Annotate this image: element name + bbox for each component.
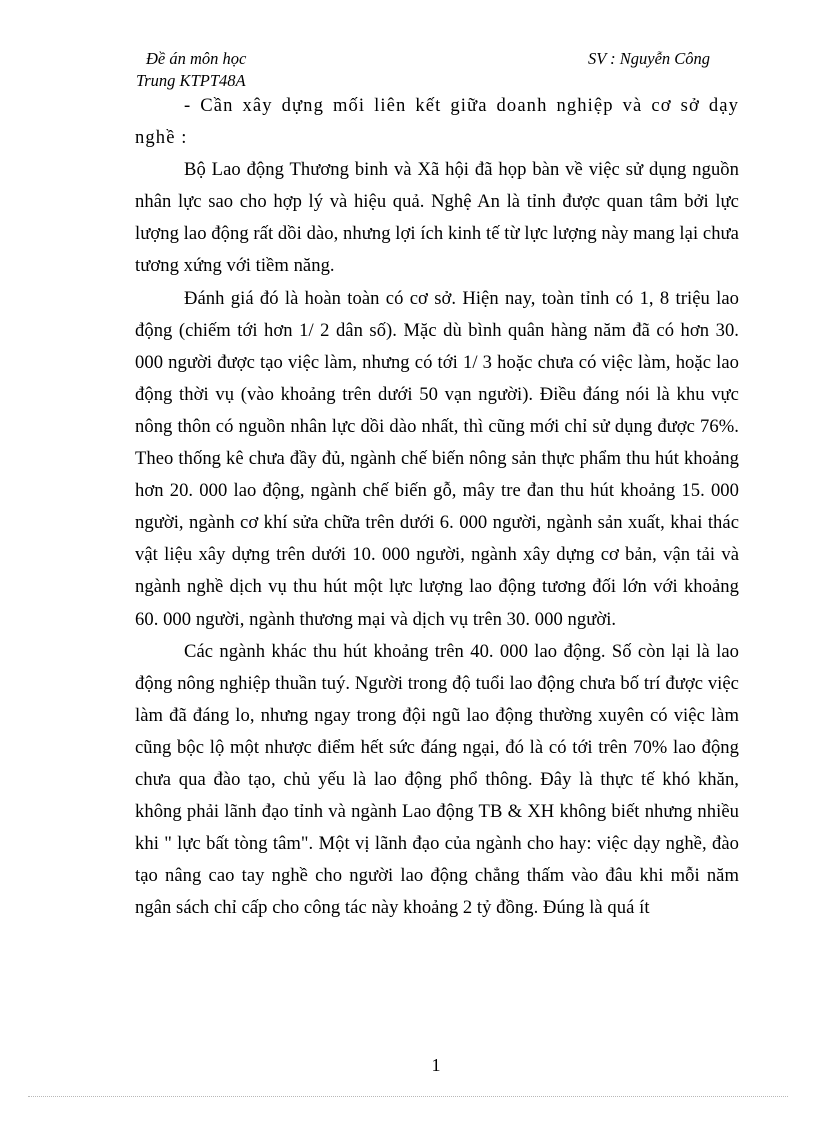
page-header [0,48,816,96]
paragraph: Bộ Lao động Thương binh và Xã hội đã họp bàn về việc sử dụng nguồn nhân lực sao cho hợp lý và hiệu quả. Nghệ An là tỉnh được quan tâm bởi lực lượng lao động rất dồi dào, nhưng lợi ích kinh tế từ lực lượng này mang lại chưa tương xứng với tiềm năng. [135,159,739,277]
paragraph-list-item: - Cần xây dựng mối liên kết giữa doanh nghiệp và cơ sở dạy nghề : [135,95,739,149]
header-course-title: Đề án môn học [146,49,247,68]
paragraph: Đánh giá đó là hoàn toàn có cơ sở. Hiện nay, toàn tỉnh có 1, 8 triệu lao động (chiếm tới hơn 1/ 2 dân số). Mặc dù bình quân hàng năm đã có hơn 30. 000 người được tạo việc làm, nhưng có tới 1/ 3 hoặc chưa có việc làm, hoặc lao động thời vụ (vào khoảng trên dưới 50 vạn người). Điều đáng nói là khu vực nông thôn có nguồn nhân lực dồi dào nhất, thì cũng mới chỉ sử dụng được 76%. Theo thống kê chưa đầy đủ, ngành chế biến nông sản thực phẩm thu hút khoảng hơn 20. 000 lao động, ngành chế biến gỗ, mây tre đan thu hút khoảng 15. 000 người, ngành cơ khí sửa chữa trên dưới 6. 000 người, ngành sản xuất, khai thác vật liệu xây dựng trên dưới 10. 000 người, ngành xây dựng cơ bản, vận tải và ngành nghề dịch vụ thu hút một lực lượng lao động tương đối lớn với khoảng 60. 000 người, ngành thương mại và dịch vụ trên 30. 000 người. [135,287,739,630]
document-body [135,90,739,924]
header-student-name: SV : Nguyễn Công [588,49,711,68]
paragraph: Các ngành khác thu hút khoảng trên 40. 000 lao động. Số còn lại là lao động nông nghiệp thuần tuý. Người trong độ tuổi lao động chưa bố trí được việc làm đã đáng lo, nhưng ngay trong đội ngũ lao động thường xuyên có việc làm cũng bộc lộ một nhược điểm hết sức đáng ngại, đó là có tới trên 70% lao động chưa qua đào tạo, chủ yếu là lao động phổ thông. Đây là thực tế khó khăn, không phải lãnh đạo tỉnh và ngành Lao động TB & XH không biết nhưng nhiều khi " lực bất tòng tâm". Một vị lãnh đạo của ngành cho hay: việc dạy nghề, đào tạo nâng cao tay nghề cho người lao động chẳng thấm vào đâu khi mỗi năm ngân sách chỉ cấp cho công tác này khoảng 2 tỷ đồng. Đúng là quá ít [135,640,739,919]
page-number: 1 [431,1055,441,1075]
header-class-code: Trung KTPT48A [136,71,246,90]
page-break-divider [28,1096,788,1097]
